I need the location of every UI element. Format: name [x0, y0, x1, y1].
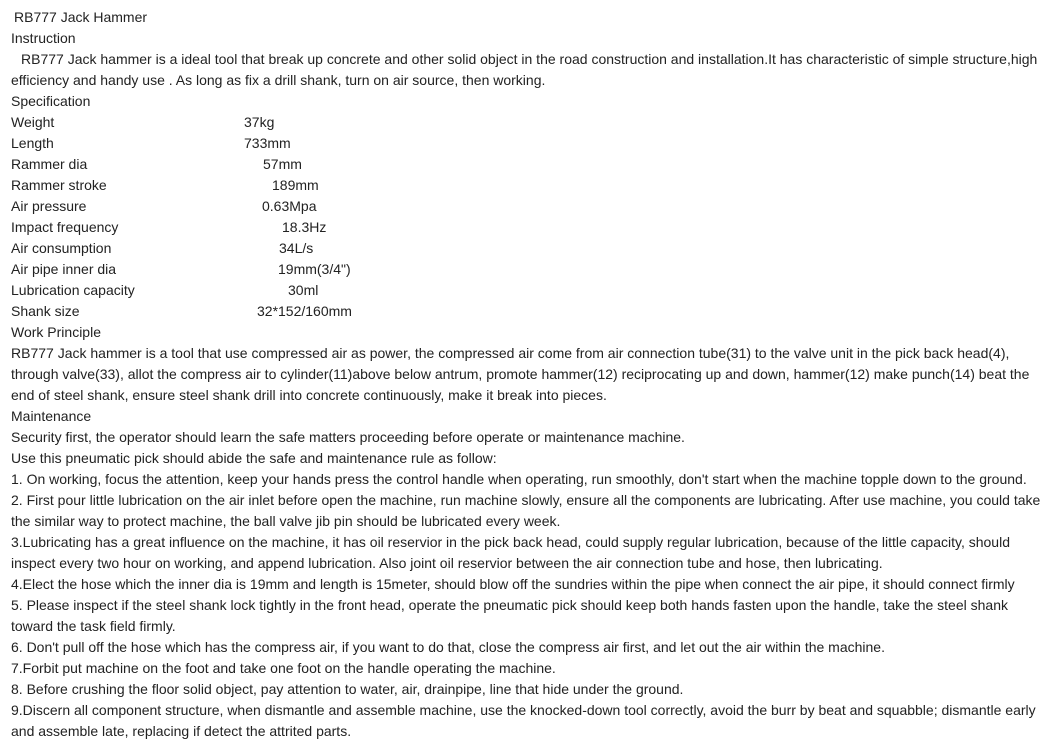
spec-value: 34L/s	[279, 240, 314, 256]
maintenance-item-9: 9.Discern all component structure, when dismantle and assemble machine, use the knocked-down tool correctly, avoid the burr by beat and squabble; dismantle early and assemble late, replacing if detect the attrited parts.	[11, 702, 1036, 739]
specification-heading: Specification	[11, 93, 91, 109]
spec-label: Lubrication capacity	[11, 282, 135, 298]
work-principle-heading: Work Principle	[11, 324, 101, 340]
spec-label: Rammer stroke	[11, 177, 107, 193]
spec-value: 32*152/160mm	[257, 303, 352, 319]
spec-label: Impact frequency	[11, 219, 119, 235]
maintenance-item-7: 7.Forbit put machine on the foot and take one foot on the handle operating the machine.	[11, 660, 556, 676]
spec-label: Air pressure	[11, 198, 87, 214]
spec-row-air-pipe-inner-dia	[11, 259, 1051, 280]
document-title: RB777 Jack Hammer	[14, 9, 148, 25]
maintenance-item-3: 3.Lubricating has a great influence on the machine, it has oil reservior in the pick back head, could supply regular lubrication, because of the little capacity, should inspect every two hour on working, and append lubrication. Also joint oil reservior between the air connection tube and hose, then lubricating.	[11, 534, 1010, 571]
maintenance-item-4: 4.Elect the hose which the inner dia is 19mm and length is 15meter, should blow off the sundries within the pipe when connect the air pipe, it should connect firmly	[11, 576, 1015, 592]
specification-table	[11, 112, 1051, 322]
spec-label: Length	[11, 135, 54, 151]
spec-row-air-consumption	[11, 238, 1051, 259]
maintenance-item-2: 2. First pour little lubrication on the air inlet before open the machine, run machine slowly, ensure all the components are lubricating. After use machine, you could take the similar way to protect machine, the ball valve jib pin should be lubricated every week.	[11, 492, 1041, 529]
maintenance-item-8: 8. Before crushing the floor solid object, pay attention to water, air, drainpipe, line that hide under the ground.	[11, 681, 684, 697]
spec-value: 0.63Mpa	[262, 198, 317, 214]
spec-value: 37kg	[244, 114, 275, 130]
spec-row-rammer-dia	[11, 154, 1051, 175]
maintenance-heading: Maintenance	[11, 408, 92, 424]
spec-value: 189mm	[272, 177, 319, 193]
spec-label: Air pipe inner dia	[11, 261, 117, 277]
spec-row-shank-size	[11, 301, 1051, 322]
spec-value: 18.3Hz	[282, 219, 327, 235]
spec-value: 30ml	[288, 282, 319, 298]
spec-row-lubrication-capacity	[11, 280, 1051, 301]
spec-row-air-pressure	[11, 196, 1051, 217]
instruction-text: RB777 Jack hammer is a ideal tool that break up concrete and other solid object in the road construction and installation.It has characteristic of simple structure,high efficiency and handy use . As long as fix a drill shank, turn on air source, then working.	[11, 51, 1038, 88]
instruction-heading: Instruction	[11, 30, 76, 46]
maintenance-rule-intro: Use this pneumatic pick should abide the safe and maintenance rule as follow:	[11, 450, 497, 466]
spec-row-rammer-stroke	[11, 175, 1051, 196]
spec-value: 733mm	[244, 135, 291, 151]
maintenance-item-6: 6. Don't pull off the hose which has the compress air, if you want to do that, close the compress air first, and let out the air within the machine.	[11, 639, 885, 655]
spec-label: Air consumption	[11, 240, 112, 256]
maintenance-item-5: 5. Please inspect if the steel shank lock tightly in the front head, operate the pneumatic pick should keep both hands fasten upon the handle, take the steel shank toward the task field firmly.	[11, 597, 1008, 634]
spec-row-impact-frequency	[11, 217, 1051, 238]
spec-row-length	[11, 133, 1051, 154]
spec-label: Shank size	[11, 303, 80, 319]
spec-value: 57mm	[263, 156, 302, 172]
spec-label: Rammer dia	[11, 156, 88, 172]
maintenance-item-1: 1. On working, focus the attention, keep your hands press the control handle when operating, run smoothly, don't start when the machine topple down to the ground.	[11, 471, 1027, 487]
spec-row-weight	[11, 112, 1051, 133]
spec-value: 19mm(3/4")	[278, 261, 351, 277]
work-principle-text: RB777 Jack hammer is a tool that use compressed air as power, the compressed air come from air connection tube(31) to the valve unit in the pick back head(4), through valve(33), allot the compress air to cylinder(11)above below antrum, promote hammer(12) reciprocating up and down, hammer(12) make punch(14) beat the end of steel shank, ensure steel shank drill into concrete continuously, make it break into pieces.	[11, 345, 1030, 403]
maintenance-intro: Security first, the operator should learn the safe matters proceeding before operate or maintenance machine.	[11, 429, 685, 445]
spec-label: Weight	[11, 114, 55, 130]
